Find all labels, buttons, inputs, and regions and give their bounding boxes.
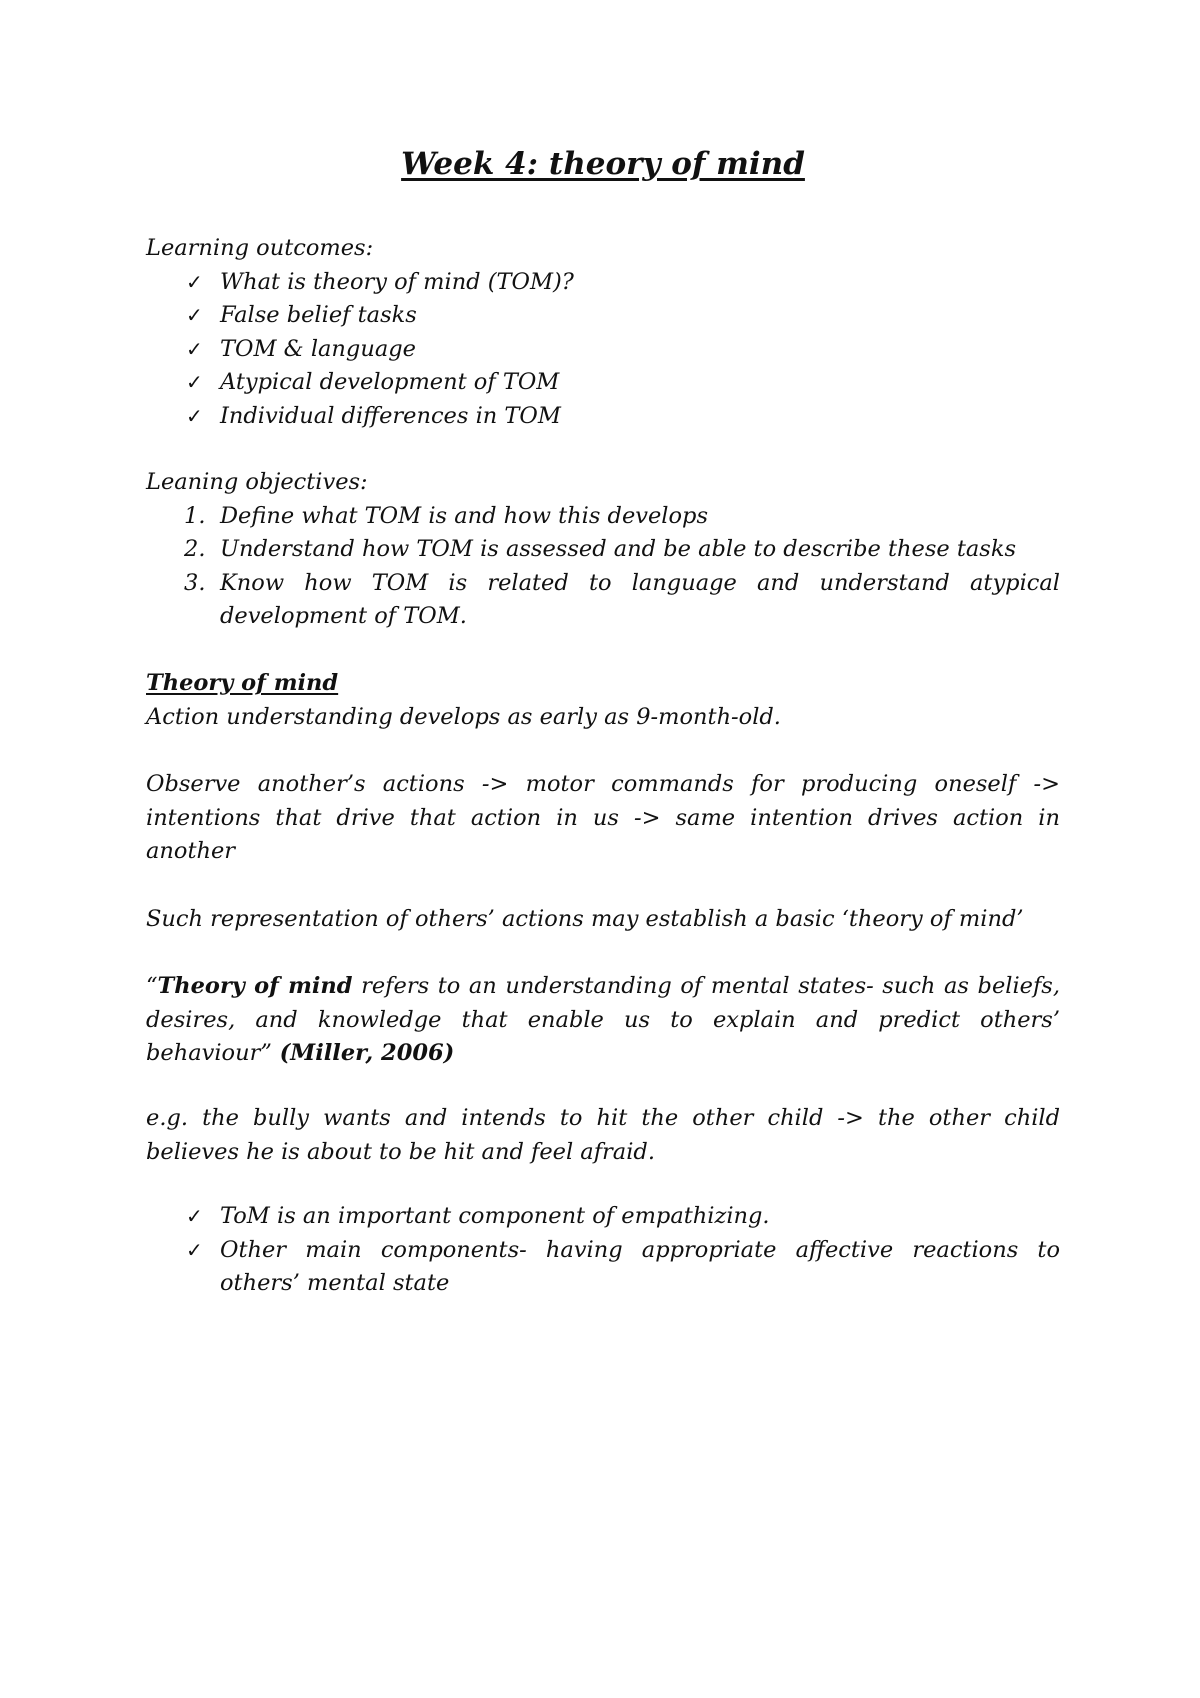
learning-objectives-label: Leaning objectives: bbox=[146, 469, 368, 495]
learning-outcomes-label: Learning outcomes: bbox=[146, 235, 374, 261]
list-number: 1. bbox=[184, 502, 206, 529]
checkmark-icon: ✓ bbox=[186, 1204, 203, 1228]
list-item: ✓ Other main components- having appropriate affective reactions to others’ mental state bbox=[146, 1234, 1060, 1301]
checkmark-icon: ✓ bbox=[186, 303, 203, 327]
list-number: 2. bbox=[184, 536, 206, 562]
theory-of-mind-section bbox=[146, 667, 1060, 734]
learning-objectives bbox=[146, 466, 1060, 634]
page-title: Week 4: theory of mind bbox=[401, 146, 805, 182]
list-item: ✓ TOM & language bbox=[146, 333, 1060, 367]
list-item: 1. Define what TOM is and how this develops bbox=[146, 500, 1060, 534]
checkmark-icon: ✓ bbox=[186, 370, 203, 394]
checkmark-icon: ✓ bbox=[186, 1237, 203, 1262]
checkmark-icon: ✓ bbox=[186, 403, 203, 428]
list-number: 3. bbox=[184, 569, 206, 596]
list-item: ✓ Individual differences in TOM bbox=[146, 400, 1060, 434]
paragraph: Observe another’s actions -> motor commands for producing oneself -> intentions that drive that action in us -> same intention drives action in another bbox=[146, 771, 1060, 864]
paragraph: e.g. the bully wants and intends to hit the other child -> the other child believes he is about to be hit and feel afraid. bbox=[146, 1105, 1060, 1165]
learning-outcomes-list bbox=[146, 266, 1060, 434]
list-item: 2. Understand how TOM is assessed and be able to describe these tasks bbox=[146, 533, 1060, 567]
learning-outcomes bbox=[146, 232, 1060, 433]
paragraph: Action understanding develops as early as 9-month-old. bbox=[146, 703, 781, 730]
check-list bbox=[146, 1200, 1060, 1301]
list-item: ✓ ToM is an important component of empathizing. bbox=[146, 1200, 1060, 1234]
paragraph: Such representation of others’ actions may establish a basic ‘theory of mind’ bbox=[146, 906, 1024, 932]
section-heading: Theory of mind bbox=[146, 670, 339, 696]
checkmark-icon: ✓ bbox=[186, 269, 203, 294]
list-item: ✓ What is theory of mind (TOM)? bbox=[146, 266, 1060, 300]
citation: (Miller, 2006) bbox=[271, 1040, 455, 1066]
quote-term: Theory of mind bbox=[157, 973, 353, 999]
list-item: ✓ False belief tasks bbox=[146, 299, 1060, 333]
learning-objectives-list bbox=[146, 500, 1060, 634]
list-item: ✓ Atypical development of TOM bbox=[146, 366, 1060, 400]
definition-quote: “Theory of mind refers to an understanding of mental states- such as beliefs, desires, and knowledge that enable us to explain and predict others’ behaviour” (Miller, 2006) bbox=[146, 973, 1060, 1066]
checkmark-icon: ✓ bbox=[186, 336, 203, 361]
list-item: 3. Know how TOM is related to language and understand atypical development of TOM. bbox=[146, 567, 1060, 634]
section-checks bbox=[146, 1200, 1060, 1301]
